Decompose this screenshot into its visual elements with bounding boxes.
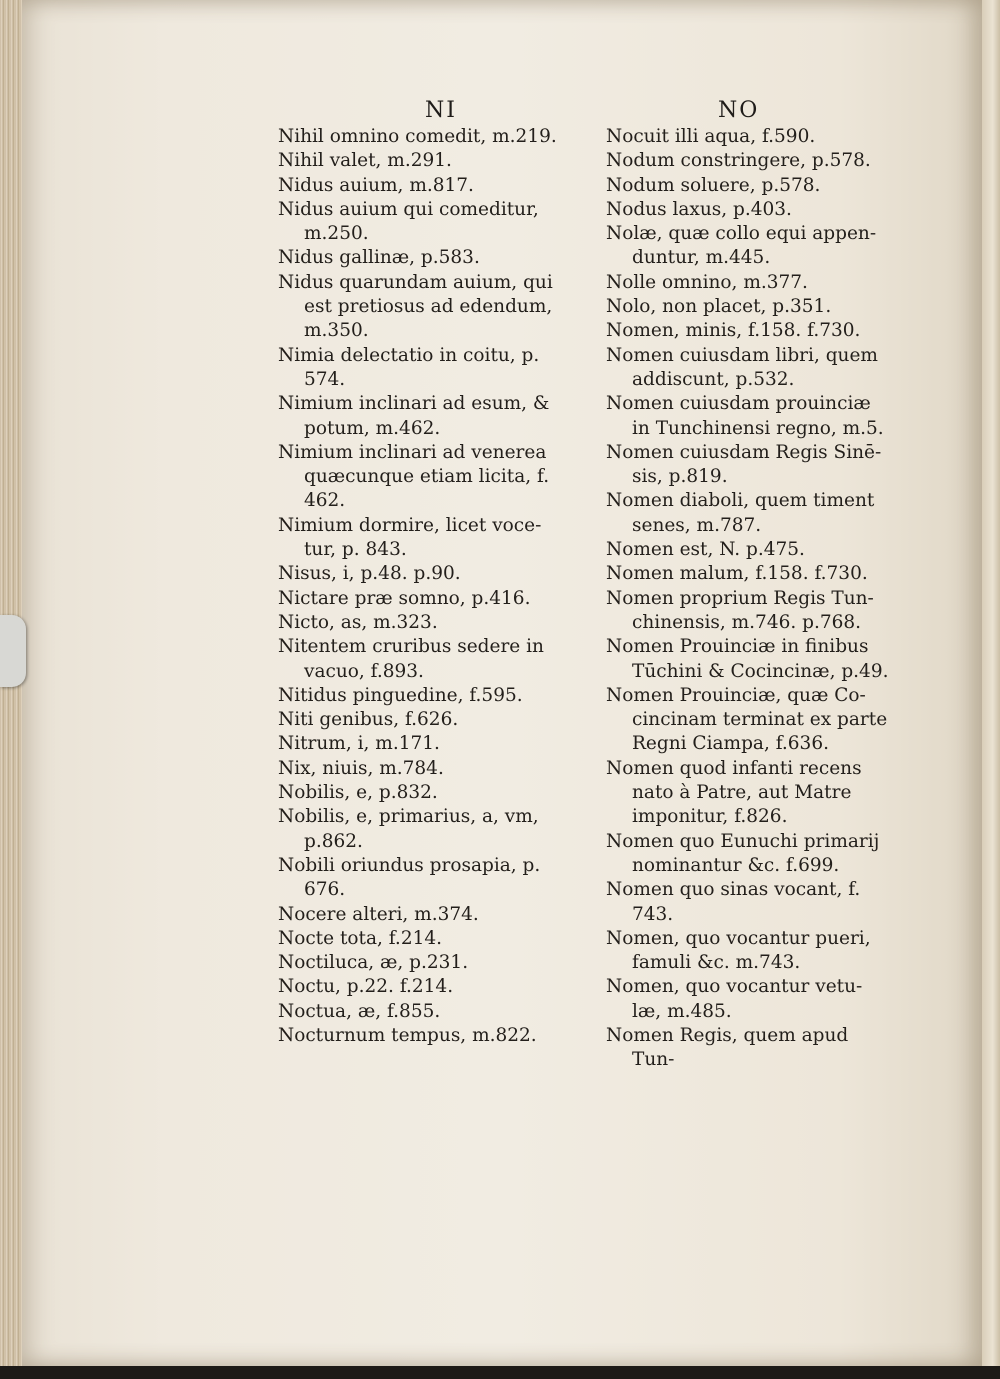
entry-text: Nomen, quo vocantur pueri,	[606, 927, 871, 949]
index-entry	[606, 271, 888, 295]
index-entry	[278, 198, 557, 247]
entry-continuation: 676.	[304, 879, 346, 901]
index-entry	[278, 903, 557, 927]
entry-text: Nimium inclinari ad esum, &	[278, 393, 550, 415]
index-entry	[606, 927, 888, 976]
index-entry	[278, 174, 557, 198]
entry-text: Noctu, p.22. f.214.	[278, 976, 454, 998]
entry-text: Nicto, as, m.323.	[278, 611, 438, 633]
entry-text: Nitidus pinguedine, f.595.	[278, 684, 523, 706]
entry-text: Nolæ, quæ collo equi appen-	[606, 223, 877, 245]
entry-text: Nocere alteri, m.374.	[278, 903, 479, 925]
entry-text: Nolo, non placet, p.351.	[606, 296, 832, 318]
index-entry	[278, 246, 557, 270]
index-entry	[278, 562, 557, 586]
entry-text: Nictare præ somno, p.416.	[278, 587, 531, 609]
entry-continuation: est pretiosus ad edendum,	[304, 296, 553, 318]
index-entry	[278, 611, 557, 635]
book-fore-edge-right	[982, 0, 1000, 1379]
entry-text: Nomen cuiusdam libri, quem	[606, 344, 878, 366]
index-entry	[606, 392, 888, 441]
entry-continuation: famuli &c. m.743.	[632, 952, 801, 974]
entry-text: Nolle omnino, m.377.	[606, 271, 808, 293]
entry-text: Nomen, quo vocantur vetu-	[606, 976, 863, 998]
entry-text: Nomen Regis, quem apud	[606, 1024, 849, 1046]
entry-continuation: 743.	[632, 903, 674, 925]
index-entry	[606, 344, 888, 393]
entry-continuation: Regni Ciampa, f.636.	[632, 733, 829, 755]
entry-continuation: duntur, m.445.	[632, 247, 771, 269]
index-entry	[278, 927, 557, 951]
entry-continuation: læ, m.485.	[632, 1000, 732, 1022]
entry-text: Nobili oriundus prosapia, p.	[278, 854, 541, 876]
right-column	[606, 125, 888, 1073]
index-entry	[606, 319, 888, 343]
entry-continuation: addiscunt, p.532.	[632, 368, 795, 390]
index-entry	[606, 538, 888, 562]
entry-text: Nimium inclinari ad venerea	[278, 441, 547, 463]
entry-continuation: senes, m.787.	[632, 514, 762, 536]
right-column-header: NO	[718, 98, 760, 123]
entry-continuation: chinensis, m.746. p.768.	[632, 611, 862, 633]
entry-continuation: Tun-	[632, 1049, 675, 1071]
index-entry	[606, 757, 888, 830]
entry-text: Nomen cuiusdam Regis Sinē-	[606, 441, 882, 463]
entry-text: Nisus, i, p.48. p.90.	[278, 563, 461, 585]
entry-text: Nomen quod infanti recens	[606, 757, 862, 779]
entry-continuation: m.250.	[304, 223, 369, 245]
entry-text: Nomen, minis, f.158. f.730.	[606, 320, 861, 342]
entry-text: Nimia delectatio in coitu, p.	[278, 344, 540, 366]
index-entry	[278, 951, 557, 975]
entry-continuation: tur, p. 843.	[304, 539, 407, 561]
entry-text: Nocte tota, f.214.	[278, 927, 443, 949]
entry-text: Nidus quarundam auium, qui	[278, 271, 553, 293]
entry-text: Nihil omnino comedit, m.219.	[278, 126, 557, 147]
index-entry	[606, 489, 888, 538]
entry-text: Nobilis, e, p.832.	[278, 782, 438, 804]
entry-text: Nocuit illi aqua, f.590.	[606, 126, 816, 147]
entry-continuation: potum, m.462.	[304, 417, 441, 439]
entry-text: Noctiluca, æ, p.231.	[278, 952, 469, 974]
entry-text: Nomen proprium Regis Tun-	[606, 587, 874, 609]
entry-continuation: quæcunque etiam licita, f.	[304, 466, 550, 488]
entry-text: Nix, niuis, m.784.	[278, 757, 444, 779]
index-entry	[606, 587, 888, 636]
left-column-header: NI	[425, 98, 457, 123]
entry-continuation: nominantur &c. f.699.	[632, 854, 840, 876]
entry-text: Nitrum, i, m.171.	[278, 733, 440, 755]
entry-continuation: cincinam terminat ex parte	[632, 709, 888, 731]
index-entry	[278, 149, 557, 173]
entry-continuation: in Tunchinensi regno, m.5.	[632, 417, 884, 439]
entry-text: Noctua, æ, f.855.	[278, 1000, 441, 1022]
index-entry	[606, 684, 888, 757]
index-entry	[278, 854, 557, 903]
entry-text: Nomen cuiusdam prouinciæ	[606, 393, 871, 415]
index-entry	[606, 635, 888, 684]
entry-continuation: sis, p.819.	[632, 466, 728, 488]
entry-text: Nihil valet, m.291.	[278, 150, 452, 172]
index-entry	[606, 830, 888, 879]
entry-text: Nodus laxus, p.403.	[606, 198, 792, 220]
book-fore-edge-left	[0, 0, 22, 1379]
index-entry	[278, 1000, 557, 1024]
index-entry	[278, 271, 557, 344]
index-entry	[606, 149, 888, 173]
index-entry	[606, 878, 888, 927]
index-entry	[278, 1024, 557, 1048]
index-entry	[278, 514, 557, 563]
index-entry	[606, 174, 888, 198]
index-entry	[278, 635, 557, 684]
index-entry	[278, 441, 557, 514]
entry-text: Nomen Prouinciæ, quæ Co-	[606, 684, 866, 706]
entry-continuation: m.350.	[304, 320, 369, 342]
entry-continuation: nato à Patre, aut Matre	[632, 782, 852, 804]
index-entry	[606, 975, 888, 1024]
entry-text: Nomen Prouinciæ in finibus	[606, 636, 869, 658]
entry-text: Nitentem cruribus sedere in	[278, 636, 544, 658]
index-entry	[278, 975, 557, 999]
entry-text: Nomen malum, f.158. f.730.	[606, 563, 868, 585]
entry-text: Nidus auium qui comeditur,	[278, 198, 539, 220]
entry-continuation: Tūchini & Cocincinæ, p.49.	[632, 660, 889, 682]
index-entry	[606, 562, 888, 586]
index-entry	[278, 684, 557, 708]
entry-text: Nomen est, N. p.475.	[606, 539, 805, 561]
index-entry	[606, 222, 888, 271]
index-entry	[278, 392, 557, 441]
entry-text: Nomen quo sinas vocant, f.	[606, 879, 861, 901]
index-entry	[278, 732, 557, 756]
index-entry	[606, 441, 888, 490]
entry-continuation: p.862.	[304, 830, 363, 852]
entry-continuation: 462.	[304, 490, 346, 512]
left-column	[278, 125, 557, 1048]
entry-text: Nidus gallinæ, p.583.	[278, 247, 480, 269]
entry-text: Nodum constringere, p.578.	[606, 150, 871, 172]
entry-continuation: imponitur, f.826.	[632, 806, 788, 828]
index-entry	[278, 125, 557, 149]
page-clip	[0, 615, 26, 687]
entry-continuation: vacuo, f.893.	[304, 660, 424, 682]
index-entry	[606, 295, 888, 319]
index-entry	[278, 757, 557, 781]
index-entry	[278, 805, 557, 854]
index-entry	[606, 125, 888, 149]
entry-text: Nomen diaboli, quem timent	[606, 490, 875, 512]
index-entry	[278, 781, 557, 805]
index-entry	[278, 587, 557, 611]
entry-continuation: 574.	[304, 368, 346, 390]
entry-text: Nimium dormire, licet voce-	[278, 514, 542, 536]
index-entry	[606, 198, 888, 222]
entry-text: Nobilis, e, primarius, a, vm,	[278, 806, 539, 828]
entry-text: Niti genibus, f.626.	[278, 709, 459, 731]
entry-text: Nodum soluere, p.578.	[606, 174, 821, 196]
entry-text: Nomen quo Eunuchi primarij	[606, 830, 880, 852]
index-entry	[278, 344, 557, 393]
entry-text: Nocturnum tempus, m.822.	[278, 1024, 537, 1046]
entry-text: Nidus auium, m.817.	[278, 174, 474, 196]
index-entry	[606, 1024, 888, 1073]
index-entry	[278, 708, 557, 732]
scan-bottom-border	[0, 1366, 1000, 1379]
